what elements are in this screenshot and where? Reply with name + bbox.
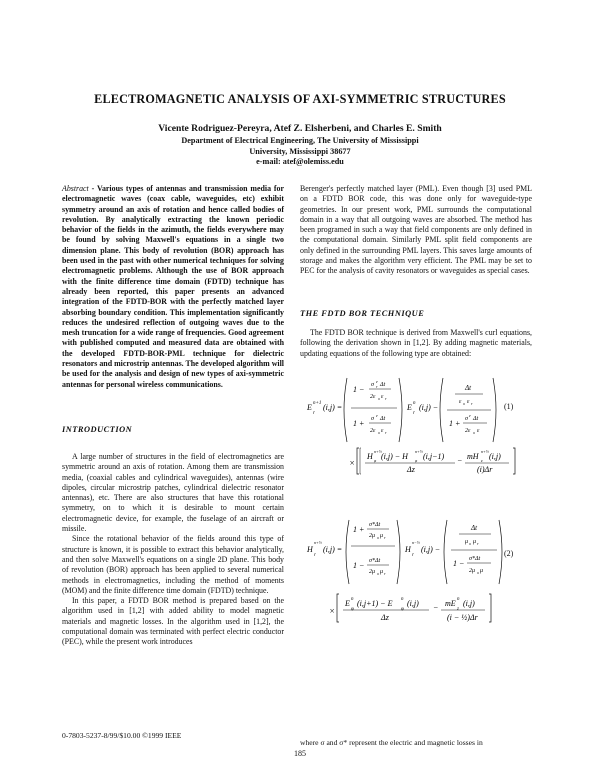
svg-text:σ*Δt: σ*Δt (369, 522, 381, 528)
equation-2 (305, 510, 535, 630)
where-line: where σ and σ* represent the electric and magnetic losses in (300, 738, 483, 747)
svg-text:z: z (457, 607, 459, 612)
svg-text:1 −: 1 − (353, 385, 365, 394)
svg-text:1 +: 1 + (449, 419, 461, 428)
svg-text:2μ: 2μ (369, 569, 376, 575)
svg-text:μ: μ (380, 533, 384, 539)
svg-text:1 +: 1 + (353, 419, 365, 428)
affiliation-dept: Department of Electrical Engineering, The University of Mississippi (181, 136, 419, 145)
svg-text:(i,j) =: (i,j) = (323, 545, 343, 554)
svg-text:r: r (413, 411, 415, 416)
svg-text:o: o (378, 396, 380, 401)
svg-text:2μ: 2μ (469, 568, 476, 574)
author-list: Vicente Rodriguez-Pereyra, Atef Z. Elsherbeni, and Charles E. Smith (158, 123, 442, 134)
svg-text:n: n (401, 597, 404, 602)
fdtd-bor-paragraph: The FDTD BOR technique is derived from Maxwell's curl equations, following the derivation shown in [1,2]. By adding magnetic materials, updating equations of the following type are obtained: (300, 328, 532, 358)
svg-text:(i,j) −: (i,j) − (421, 545, 441, 554)
svg-text:(i,j+1) − E: (i,j+1) − E (357, 599, 393, 608)
svg-text:n−½: n−½ (412, 540, 420, 545)
svg-text:Δt: Δt (471, 524, 478, 532)
svg-text:ε: ε (459, 399, 462, 405)
svg-text:−: − (457, 456, 463, 465)
svg-text:2ε: 2ε (370, 394, 376, 400)
intro-paragraph: Since the rotational behavior of the fields around this type of structure is known, it is possible to extract this behavior analytically, and then solve Maxwell's equations on a single 2D plane. This body of revolution (BOR) approach has been applied to several numerical methods in electromagnetics, including the method of moments (MOM) and the finite difference time domain (FDTD) technique. (62, 534, 284, 595)
svg-text:r: r (376, 384, 378, 389)
svg-text:1 −: 1 − (453, 559, 465, 568)
svg-text:Δt: Δt (465, 384, 472, 392)
svg-text:z: z (481, 458, 483, 463)
svg-text:e: e (469, 413, 471, 418)
svg-text:(i,j): (i,j) (407, 599, 419, 608)
svg-text:Δz: Δz (381, 613, 389, 622)
svg-text:(i − ½)Δr: (i − ½)Δr (447, 613, 478, 622)
equation-2-number: (2) (504, 549, 514, 558)
svg-text:r: r (385, 430, 387, 435)
svg-text:H: H (307, 545, 313, 554)
svg-text:H: H (367, 452, 373, 461)
affiliation-email: e-mail: atef@olemiss.edu (256, 157, 344, 166)
equation-1-number: (1) (504, 402, 514, 411)
affiliation-location: University, Mississippi 38677 (249, 146, 351, 156)
svg-text:o: o (463, 401, 465, 406)
svg-text:n: n (413, 401, 416, 406)
svg-text:r: r (314, 553, 316, 558)
svg-text:E: E (407, 403, 412, 412)
svg-text:r: r (313, 411, 315, 416)
svg-text:(i,j) =: (i,j) = (323, 403, 343, 412)
svg-text:(i,j): (i,j) (489, 452, 501, 461)
svg-text:−: − (433, 603, 439, 612)
svg-text:Δt: Δt (380, 382, 386, 388)
paper-title: ELECTROMAGNETIC ANALYSIS OF AXI-SYMMETRIC STRUCTURES (94, 92, 506, 106)
svg-text:r: r (384, 535, 386, 540)
svg-text:2μ: 2μ (369, 533, 376, 539)
svg-text:μ: μ (473, 539, 477, 545)
fdtd-bor-heading: THE FDTD BOR TECHNIQUE (300, 309, 425, 318)
abstract (62, 184, 284, 390)
svg-text:H: H (405, 545, 411, 554)
svg-text:(i,j−1): (i,j−1) (423, 452, 445, 461)
right-column-intro (300, 184, 532, 277)
svg-text:1 +: 1 + (353, 525, 365, 534)
svg-text:mE: mE (445, 599, 456, 608)
svg-text:Δt: Δt (380, 416, 386, 422)
svg-text:σ: σ (465, 416, 468, 422)
svg-text:(i,j) −: (i,j) − (419, 403, 439, 412)
svg-text:σ*Δt: σ*Δt (469, 556, 481, 562)
pml-paragraph: Berenger's perfectly matched layer (PML). Even though [3] used PML on a FDTD BOR code, this was done only for waveguide-type geometries. In our present work, PML surrounds the computational domain in a way that all outgoing waves are absorbed. The method has been programed in such a way that field components are only defined in the computational domain. Similarly PML split field components are only defined in the surrounding PML layers. This saves large amounts of storage and makes the algorithm very efficient. The PML may be set to PEC for the analysis of cavity resonators or waveguides as special cases. (300, 184, 532, 276)
svg-text:o: o (378, 430, 380, 435)
svg-text:ε: ε (477, 428, 480, 434)
svg-text:φ: φ (374, 458, 377, 463)
svg-text:o: o (469, 541, 471, 546)
svg-text:o: o (377, 535, 379, 540)
svg-text:r: r (477, 541, 479, 546)
svg-text:n+½: n+½ (314, 540, 322, 545)
svg-text:2ε: 2ε (465, 428, 471, 434)
svg-text:e: e (376, 379, 378, 384)
svg-text:φ: φ (415, 458, 418, 463)
svg-text:r: r (412, 553, 414, 558)
svg-text:(i,j) − H: (i,j) − H (381, 452, 408, 461)
page-number: 185 (294, 749, 306, 758)
svg-text:μ: μ (465, 539, 469, 545)
svg-text:φ: φ (351, 607, 354, 612)
svg-text:mH: mH (467, 452, 479, 461)
intro-paragraph: In this paper, a FDTD BOR method is prepared based on the algorithm used in [1,2] with added ability to model magnetic materials and magnetic losses. In the algorithm used in [1,2], the computational domain was terminated with perfect electric conductor (PEC), while the present work introduces (62, 596, 284, 647)
svg-text:1 −: 1 − (353, 561, 365, 570)
svg-text:E: E (307, 403, 312, 412)
svg-text:×: × (329, 606, 336, 616)
svg-text:φ: φ (401, 607, 404, 612)
introduction-heading: INTRODUCTION (62, 425, 133, 434)
svg-text:o: o (473, 430, 475, 435)
svg-text:e: e (376, 413, 378, 418)
svg-text:2ε: 2ε (370, 428, 376, 434)
svg-text:σ: σ (371, 382, 374, 388)
svg-text:r: r (471, 401, 473, 406)
svg-text:r: r (385, 396, 387, 401)
fdtd-bor-body (300, 328, 532, 359)
copyright-footnote: 0-7803-5237-8/99/$10.00 ©1999 IEEE (62, 731, 182, 740)
svg-text:n+½: n+½ (481, 449, 489, 454)
svg-text:n+½: n+½ (374, 449, 382, 454)
svg-text:n: n (351, 597, 354, 602)
svg-text:σ: σ (371, 416, 374, 422)
svg-text:n+½: n+½ (415, 449, 423, 454)
svg-text:E: E (345, 599, 350, 608)
svg-text:n+1: n+1 (313, 401, 322, 406)
svg-text:r: r (384, 571, 386, 576)
introduction-body (62, 452, 284, 648)
svg-text:(i,j): (i,j) (463, 599, 475, 608)
svg-text:o: o (477, 570, 479, 575)
abstract-text: - Various types of antennas and transmission media for electromagnetic waves (coax cable, waveguides, etc) exhibit symmetry around an axis of rotation and hence called bodies of revolution. By analytically extracting the known periodic behavior of the fields in the azimuth, the fields everywhere may be found by solving Maxwell's equations in a single two dimension plane. This body of revolution (BOR) approach has been used in the past with other numerical techniques for solving electromagnetic problems. Although the use of BOR approach with the finite difference time domain (FDTD) technique has already been reported, this paper presents an advanced integration of the FDTD-BOR with the perfectly matched layer absorbing boundary condition. This implementation significantly reduces the undesired reflection of outgoing waves due to the mesh truncation for a wide range of frequencies. Good agreement with published computed and measured data are obtained with the developed FDTD-BOR-PML technique for dielectric resonators and microstrip antennas. The developed algorithm will be used for the analysis and design of new types of axi-symmetric antennas for personal wireless communications. (62, 184, 284, 389)
svg-text:ε: ε (381, 428, 384, 434)
svg-text:ε: ε (467, 399, 470, 405)
svg-text:(i)Δr: (i)Δr (477, 465, 493, 474)
intro-paragraph: A large number of structures in the field of electromagnetics are symmetric around an axis of rotation. Among them are transmission media, (coaxial cables and cylindrical waveguides), antennas (wire dipoles, circular microstrip patches, cylindrical dielectric resonator antennas), etc. There are also structures that have this rotational symmetry, on to which it is desirable to mount certain electromagnetic device, for example, the fuselage of an aircraft or missile. (62, 452, 284, 534)
equation-1 (305, 368, 535, 478)
svg-text:μ: μ (380, 569, 384, 575)
affiliation (50, 136, 550, 168)
svg-text:Δt: Δt (473, 416, 479, 422)
svg-text:n: n (457, 597, 460, 602)
svg-text:Δz: Δz (407, 465, 415, 474)
svg-text:×: × (349, 458, 356, 468)
svg-text:μ: μ (480, 568, 484, 574)
svg-text:ε: ε (381, 394, 384, 400)
abstract-lead: Abstract (62, 184, 89, 193)
svg-text:o: o (377, 571, 379, 576)
svg-text:σ*Δt: σ*Δt (369, 558, 381, 564)
